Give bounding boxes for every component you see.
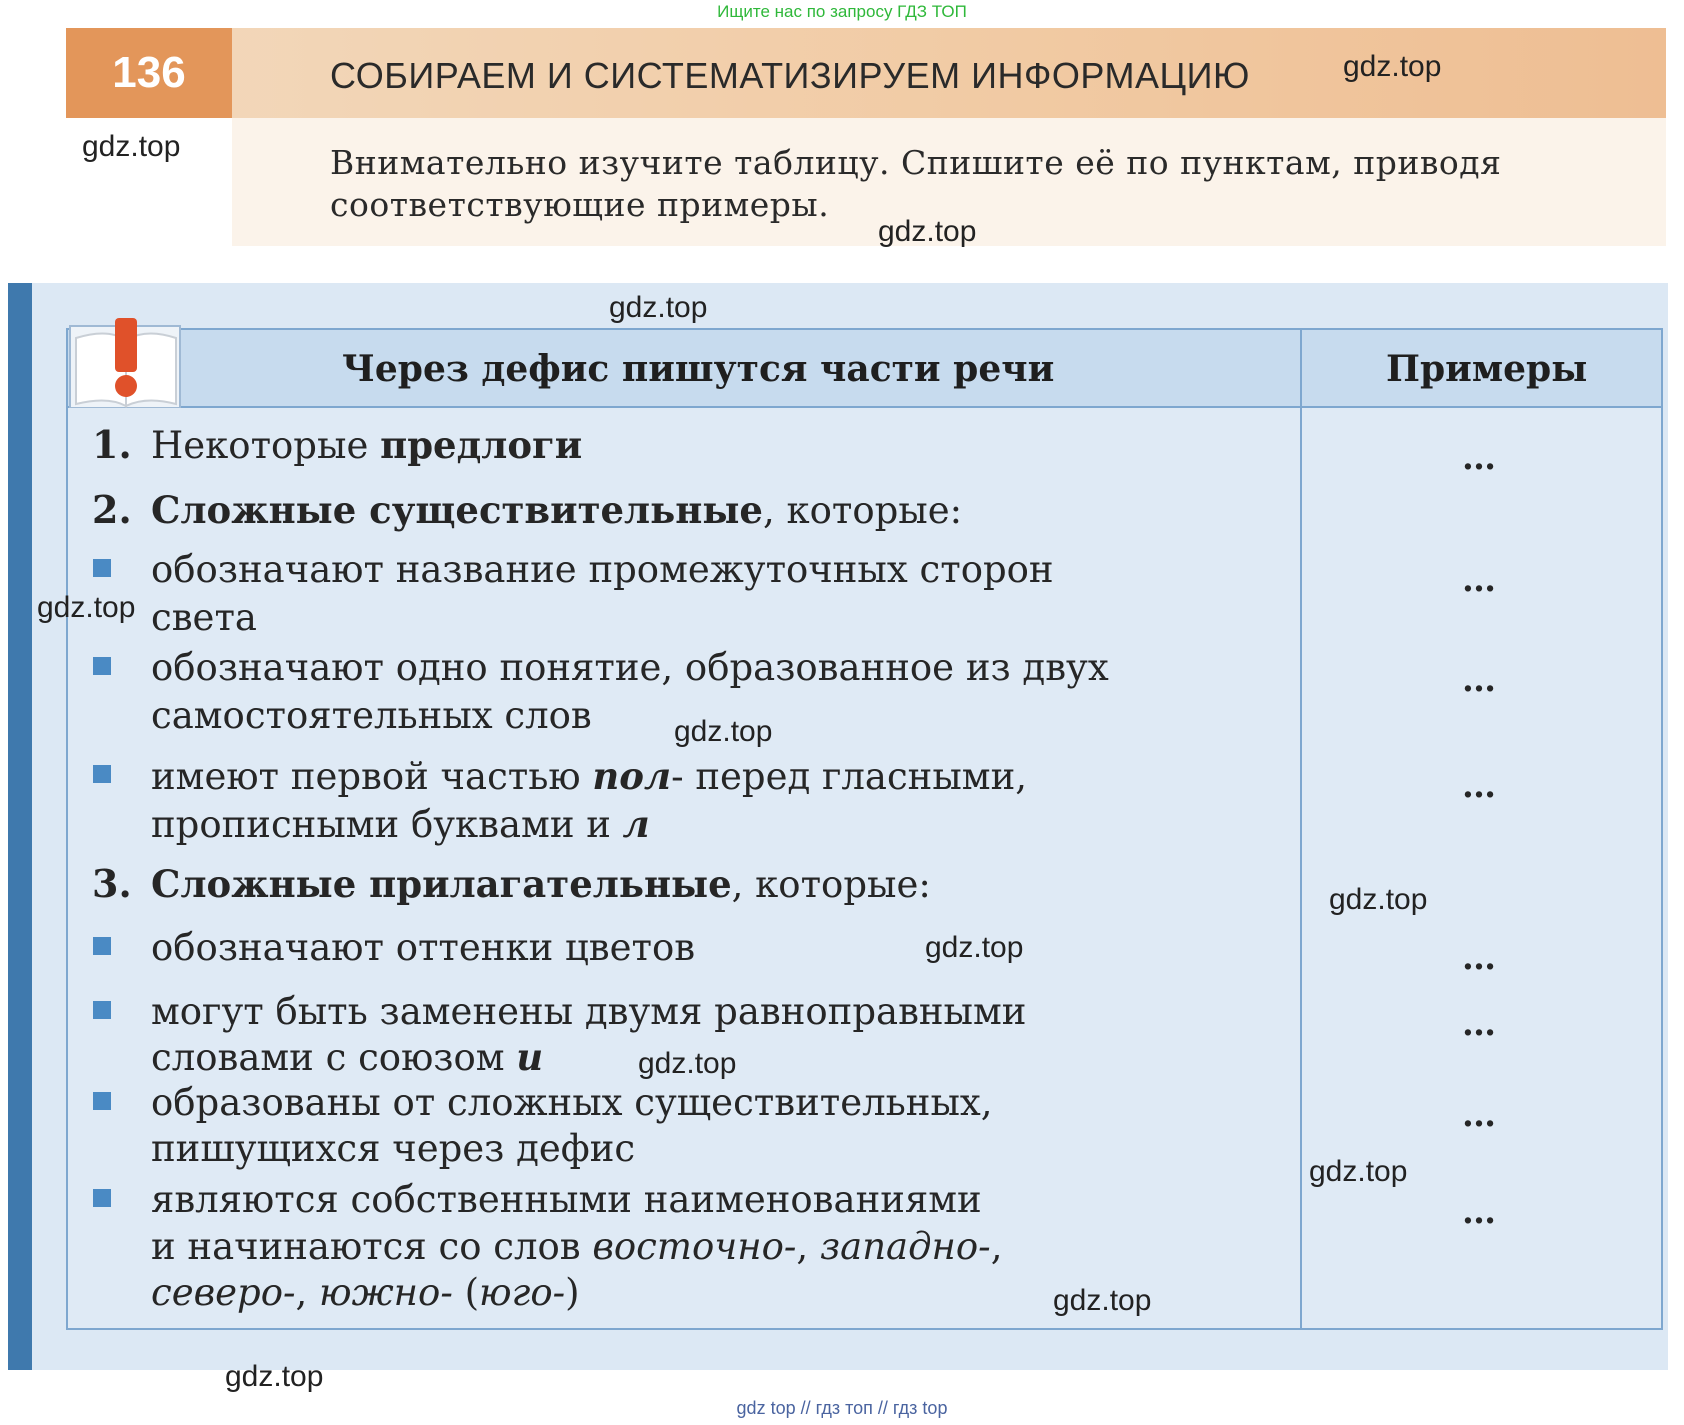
top-search-hint: Ищите нас по запросу ГДЗ ТОП bbox=[717, 2, 967, 21]
watermark: gdz.top bbox=[82, 130, 181, 163]
watermark: gdz.top bbox=[638, 1047, 737, 1080]
square-bullet-icon bbox=[93, 1189, 111, 1207]
item-number: 1. bbox=[92, 422, 132, 467]
watermark: gdz.top bbox=[674, 715, 773, 748]
section-title: СОБИРАЕМ И СИСТЕМАТИЗИРУЕМ ИНФОРМАЦИЮ bbox=[330, 55, 1250, 96]
rule-panel-bar bbox=[8, 283, 32, 1370]
exclamation-icon bbox=[68, 318, 186, 408]
square-bullet-icon bbox=[93, 937, 111, 955]
example-placeholder: … bbox=[1462, 560, 1497, 600]
footer-text: gdz top // гдз топ // гдз top bbox=[736, 1398, 948, 1418]
square-bullet-icon bbox=[93, 559, 111, 577]
column-header-examples: Примеры bbox=[1386, 348, 1588, 390]
square-bullet-icon bbox=[93, 1092, 111, 1110]
watermark: gdz.top bbox=[609, 291, 708, 324]
list-item-continuation: света bbox=[151, 596, 257, 639]
example-placeholder: … bbox=[1462, 1192, 1497, 1232]
list-item: являются собственными наименованиями bbox=[151, 1178, 982, 1221]
table-row-item-3: Сложные прилагательные, которые: bbox=[151, 862, 931, 906]
list-item-continuation: словами с союзом и bbox=[151, 1035, 544, 1079]
square-bullet-icon bbox=[93, 1001, 111, 1019]
square-bullet-icon bbox=[93, 765, 111, 783]
table-row-item-2: Сложные существительные, которые: bbox=[151, 488, 963, 532]
list-item: имеют первой частью пол- перед гласными, bbox=[151, 754, 1027, 798]
item-number: 2. bbox=[92, 487, 132, 532]
list-item-continuation: и начинаются со слов восточно-, западно-, bbox=[151, 1225, 1003, 1268]
watermark: gdz.top bbox=[878, 215, 977, 248]
watermark: gdz.top bbox=[925, 931, 1024, 964]
list-item-continuation: северо-, южно- (юго-) bbox=[151, 1271, 580, 1314]
watermark: gdz.top bbox=[1053, 1284, 1152, 1317]
example-placeholder: … bbox=[1462, 1095, 1497, 1135]
example-placeholder: … bbox=[1462, 1004, 1497, 1044]
column-header-parts: Через дефис пишутся части речи bbox=[342, 348, 1055, 390]
example-placeholder: … bbox=[1462, 660, 1497, 700]
list-item-continuation: пишущихся через дефис bbox=[151, 1127, 636, 1170]
example-placeholder: … bbox=[1462, 938, 1497, 978]
list-item: могут быть заменены двумя равноправными bbox=[151, 990, 1027, 1033]
watermark: gdz.top bbox=[225, 1360, 324, 1393]
watermark: gdz.top bbox=[1309, 1155, 1408, 1188]
task-number: 136 bbox=[66, 28, 232, 118]
list-item-continuation: прописными буквами и л bbox=[151, 802, 650, 846]
list-item: обозначают оттенки цветов bbox=[151, 926, 696, 969]
instructions-line-2: соответствующие примеры. bbox=[330, 185, 830, 224]
list-item: обозначают одно понятие, образованное из двух bbox=[151, 646, 1109, 689]
table-row-item-1: Некоторые предлоги bbox=[151, 423, 583, 467]
item-number: 3. bbox=[92, 861, 132, 906]
list-item: образованы от сложных существительных, bbox=[151, 1081, 993, 1124]
watermark: gdz.top bbox=[37, 591, 136, 624]
watermark: gdz.top bbox=[1329, 883, 1428, 916]
square-bullet-icon bbox=[93, 657, 111, 675]
watermark: gdz.top bbox=[1343, 50, 1442, 83]
list-item: обозначают название промежуточных сторон bbox=[151, 548, 1054, 591]
column-divider bbox=[1300, 328, 1302, 1330]
example-placeholder: … bbox=[1462, 766, 1497, 806]
instructions bbox=[330, 142, 1650, 226]
list-item-continuation: самостоятельных слов bbox=[151, 694, 592, 737]
instructions-line-1: Внимательно изучите таблицу. Спишите её по пунктам, приводя bbox=[330, 143, 1502, 182]
example-placeholder: … bbox=[1462, 438, 1497, 478]
